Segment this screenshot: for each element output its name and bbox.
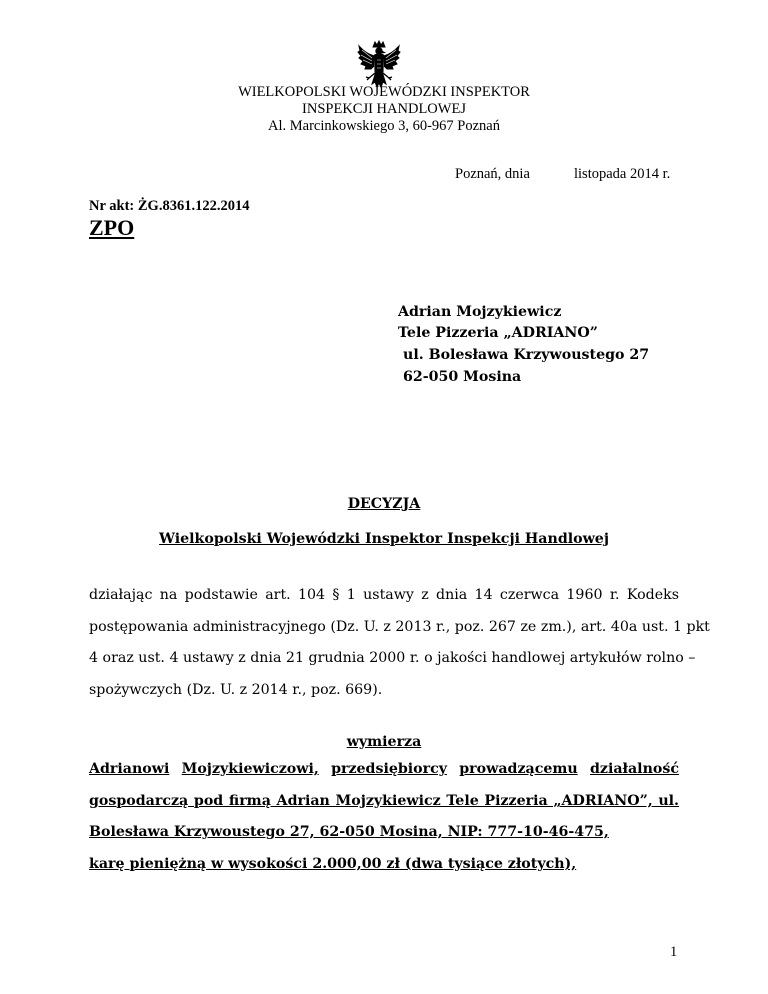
addressee-street: ul. Bolesława Krzywoustego 27	[403, 347, 650, 363]
zpo-mark: ZPO	[89, 215, 135, 240]
penalty-word: Adrianowi	[89, 761, 170, 777]
legal-basis-line1: działając na podstawie art. 104 § 1 ustawy z dnia 14 czerwca 1960 r. Kodeks	[89, 587, 679, 603]
penalty-word: działalność	[589, 761, 679, 777]
case-number: Nr akt: ŻG.8361.122.2014	[89, 198, 250, 214]
date-suffix: listopada 2014 r.	[574, 166, 671, 182]
issuing-authority: Wielkopolski Wojewódzki Inspektor Inspekcji Handlowej	[159, 531, 609, 547]
legal-basis-line2: postępowania administracyjnego (Dz. U. z 2013 r., poz. 267 ze zm.), art. 40a ust. 1 pkt	[89, 619, 710, 635]
date-prefix: Poznań, dnia	[455, 166, 530, 182]
addressee-company: Tele Pizzeria „ADRIANO”	[398, 325, 598, 341]
imposes-heading: wymierza	[346, 734, 422, 750]
penalty-word: przedsiębiorcy	[331, 761, 447, 777]
penalty-line2: gospodarczą pod firmą Adrian Mojzykiewicz Tele Pizzeria „ADRIANO”, ul.	[89, 793, 679, 809]
penalty-line3: Bolesława Krzywoustego 27, 62-050 Mosina, NIP: 777-10-46-475,	[89, 824, 609, 840]
legal-basis-line4: spożywczych (Dz. U. z 2014 r., poz. 669).	[89, 682, 383, 698]
decision-title: DECYZJA	[347, 496, 421, 512]
penalty-word: prowadzącemu	[459, 761, 578, 777]
page-number: 1	[670, 944, 678, 960]
addressee-name: Adrian Mojzykiewicz	[398, 304, 562, 320]
institution-name-line1: WIELKOPOLSKI WOJEWÓDZKI INSPEKTOR	[238, 84, 530, 100]
addressee-city: 62-050 Mosina	[403, 369, 522, 385]
penalty-word: Mojzykiewiczowi,	[181, 761, 319, 777]
penalty-amount: karę pieniężną w wysokości 2.000,00 zł (dwa tysiące złotych),	[89, 856, 577, 872]
institution-address: Al. Marcinkowskiego 3, 60-967 Poznań	[268, 118, 500, 134]
legal-basis-line3: 4 oraz ust. 4 ustawy z dnia 21 grudnia 2000 r. o jakości handlowej artykułów rolno –	[89, 650, 696, 666]
institution-name-line2: INSPEKCJI HANDLOWEJ	[302, 101, 466, 117]
penalty-line1	[89, 761, 679, 777]
